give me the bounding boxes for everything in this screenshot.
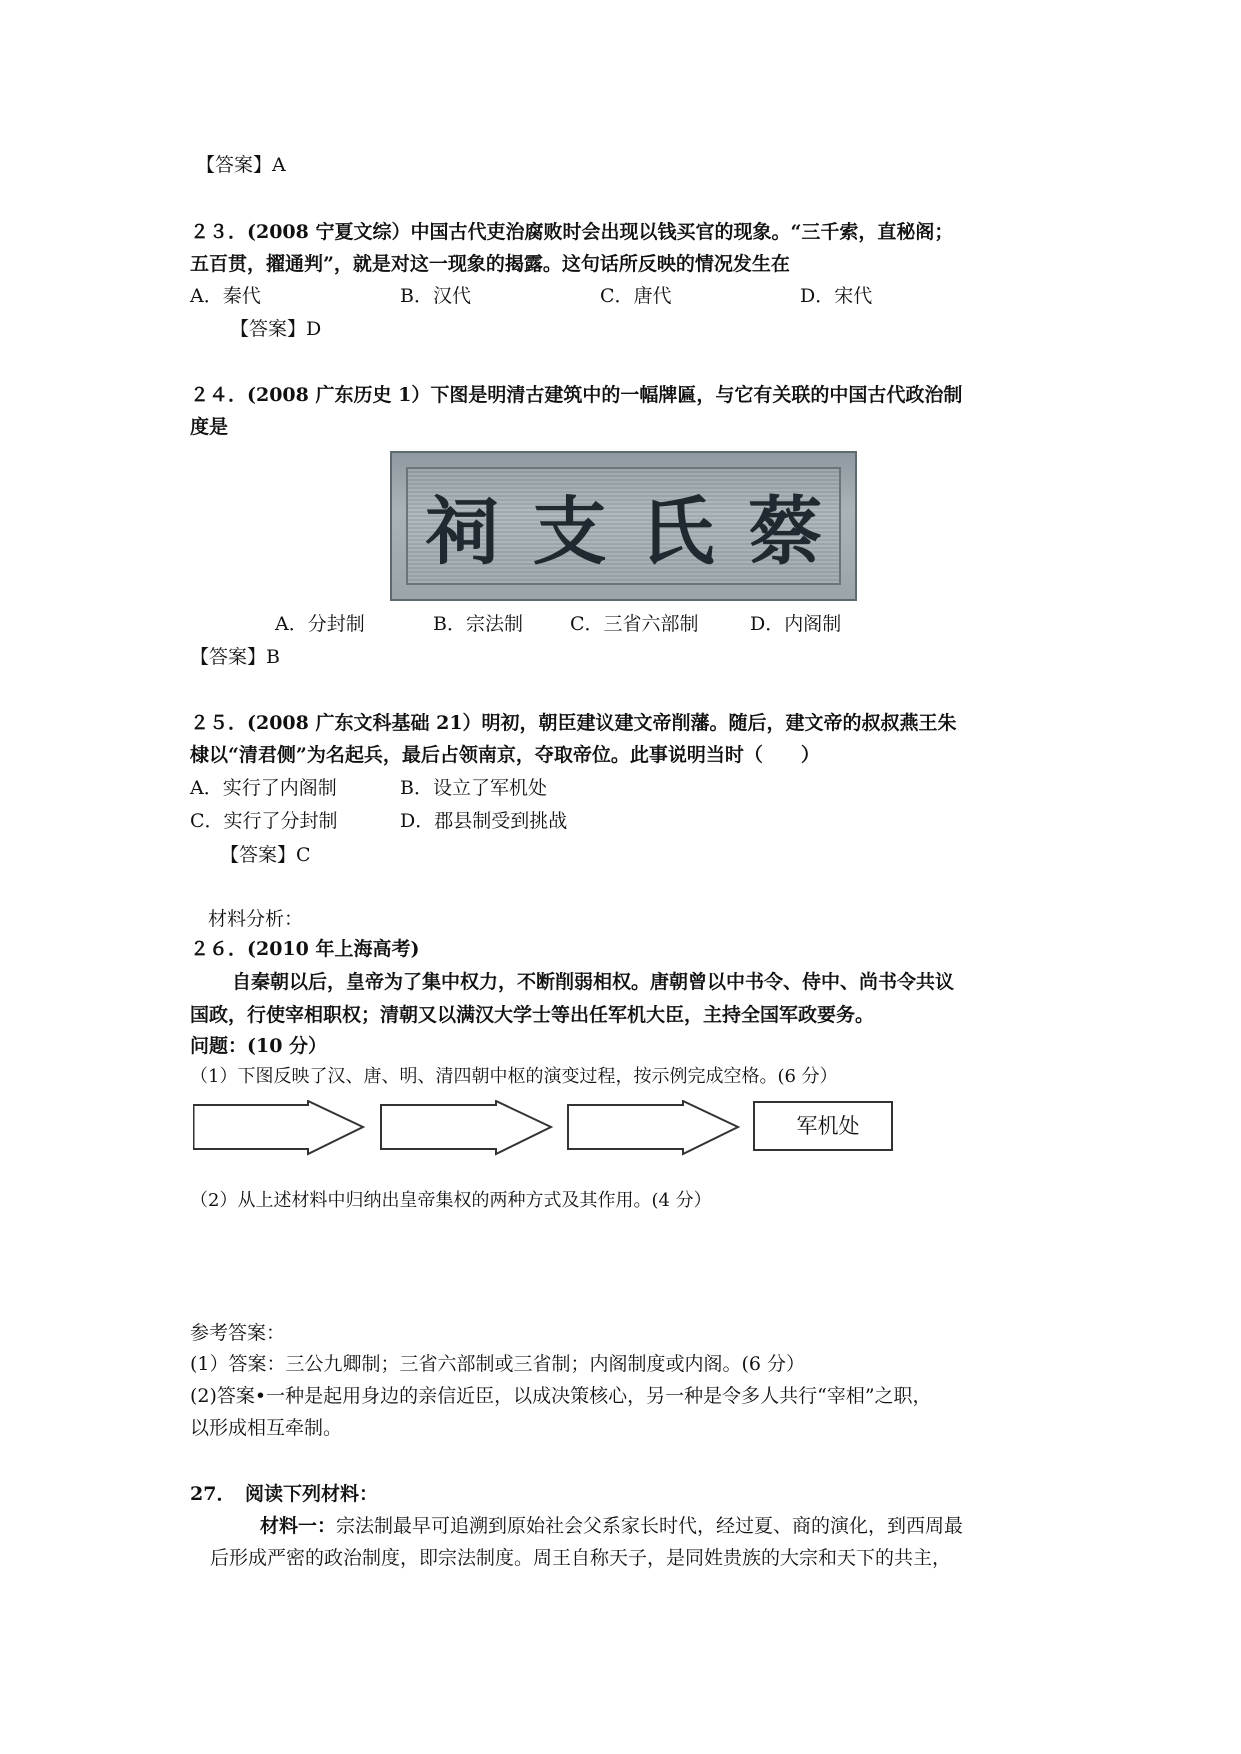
flow-final-label: 军机处 [796, 1114, 860, 1138]
q23-option-d: D．宋代 [800, 285, 873, 307]
flow-arrow-box-1 [194, 1101, 364, 1154]
q25-option-b: B．设立了军机处 [400, 777, 547, 799]
reference-answer-2-line2: 以形成相互牵制。 [190, 1417, 343, 1439]
q24-stem-line2: 度是 [190, 416, 229, 438]
q27-material-text-1: 宗法制最早可追溯到原始社会父系家长时代，经过夏、商的演化，到西周最 [336, 1515, 964, 1537]
reference-answer-2-line1: (2)答案•一种是起用身边的亲信近臣，以成决策核心，另一种是令多人共行“宰相”之职， [190, 1385, 932, 1407]
flow-arrow-box-3 [568, 1101, 738, 1154]
q23-option-a: A．秦代 [190, 285, 261, 307]
q23-option-c: C．唐代 [600, 285, 672, 307]
q25-option-d: D．郡县制受到挑战 [400, 810, 568, 832]
q24-option-c: C．三省六部制 [570, 613, 699, 635]
reference-answer-title: 参考答案： [190, 1322, 286, 1344]
q26-header: ２６．(2010 年上海高考) [190, 938, 420, 960]
q27-material-line2: 后形成严密的政治制度，即宗法制度。周王自称天子，是同姓贵族的大宗和天下的共主， [210, 1547, 952, 1569]
q24-option-d: D．内阁制 [750, 613, 842, 635]
reference-answer-1: (1）答案：三公九卿制；三省六部制或三省制；内阁制度或内阁。(6 分） [190, 1353, 806, 1375]
q25-option-c: C．实行了分封制 [190, 810, 338, 832]
q24-option-a: A．分封制 [275, 613, 365, 635]
q26-subquestion-2: （2）从上述材料中归纳出皇帝集权的两种方式及其作用。(4 分） [190, 1190, 712, 1211]
plaque-character: 祠 [424, 489, 499, 575]
plaque-photo [390, 451, 857, 601]
section-title: 材料分析： [208, 908, 304, 930]
q26-material-line1: 自秦朝以后，皇帝为了集中权力，不断削弱相权。唐朝曾以中书令、侍中、尚书令共议 [232, 971, 955, 993]
q26-question-title: 问题：(10 分） [190, 1035, 328, 1057]
q25-option-a: A．实行了内阁制 [190, 777, 337, 799]
q23-stem-line2: 五百贯，擢通判”，就是对这一现象的揭露。这句话所反映的情况发生在 [190, 253, 790, 275]
q26-material-line2: 国政，行使宰相职权；清朝又以满汉大学士等出任军机大臣，主持全国军政要务。 [190, 1004, 875, 1026]
q24-answer: 【答案】B [190, 646, 280, 668]
q24-option-b: B．宗法制 [433, 613, 523, 635]
plaque-frame [406, 467, 841, 585]
plaque-character: 氏 [640, 489, 715, 575]
q26-subquestion-1: （1）下图反映了汉、唐、明、清四朝中枢的演变过程，按示例完成空格。(6 分） [190, 1066, 838, 1087]
q23-answer: 【答案】D [230, 318, 322, 340]
q24-stem-line1: ２４．(2008 广东历史 1）下图是明清古建筑中的一幅牌匾，与它有关联的中国古代政治制 [190, 384, 963, 406]
q25-stem-line2: 棣以“清君侧”为名起兵，最后占领南京，夺取帝位。此事说明当时（ ） [190, 744, 820, 766]
flow-arrow-box-2 [381, 1101, 551, 1154]
q27-header: 27． 阅读下列材料： [190, 1483, 378, 1505]
q25-stem-line1: ２５．(2008 广东文科基础 21）明初，朝臣建议建文帝削藩。随后，建文帝的叔叔燕王朱 [190, 712, 957, 734]
plaque-character: 支 [532, 489, 607, 575]
q27-material-label: 材料一： [260, 1515, 337, 1537]
q25-answer: 【答案】C [220, 844, 311, 866]
q27-material-line1 [260, 1514, 963, 1538]
q23-stem-line1: ２３．(2008 宁夏文综）中国古代吏治腐败时会出现以钱买官的现象。“三千索，直秘阁； [190, 221, 954, 243]
plaque-character: 蔡 [748, 489, 823, 575]
q22-answer: 【答案】A [196, 154, 286, 176]
q23-option-b: B．汉代 [400, 285, 471, 307]
